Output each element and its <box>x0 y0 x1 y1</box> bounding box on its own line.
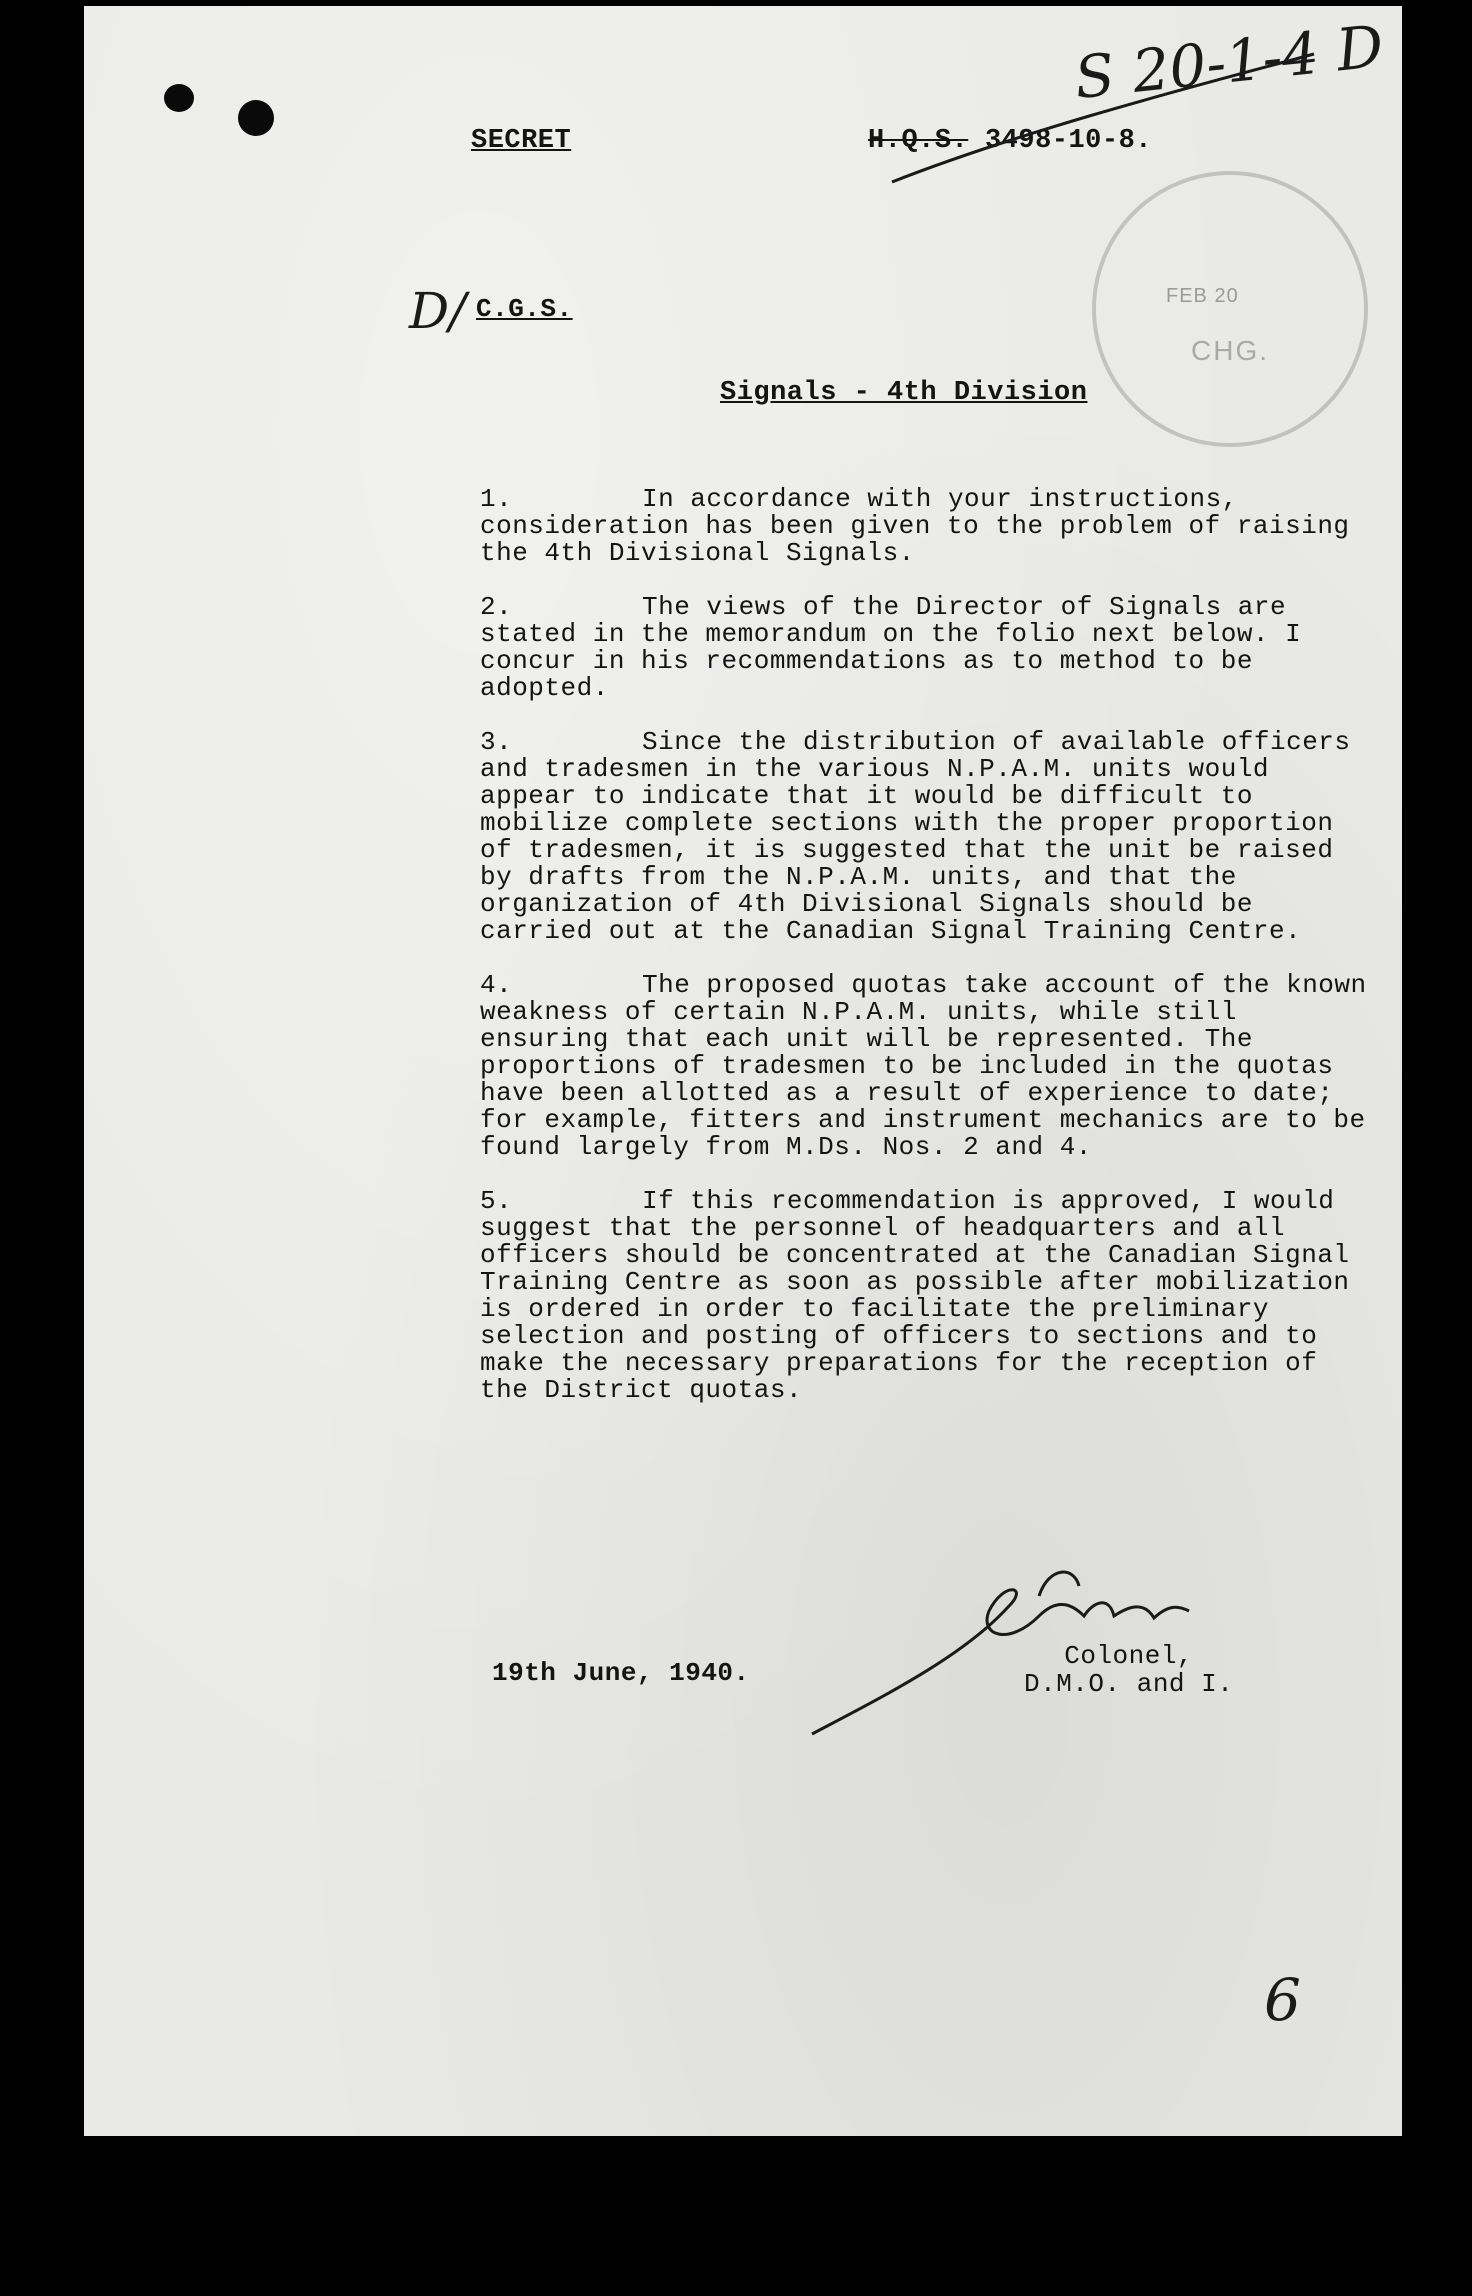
handwritten-addressee-prefix: D/ <box>409 282 466 340</box>
paragraph-number: 2. <box>480 592 513 622</box>
paragraph-text: The proposed quotas take account of the known weakness of certain N.P.A.M. units, while still ensuring that each unit will be represented. The proportions of tradesmen to be included in the quotas have been allotted as a result of experience to date; for example, fitters and instrument mechanics are to be found largely from M.Ds. Nos. 2 and 4. <box>480 970 1367 1162</box>
handwritten-file-ref: S 20-1-4 D <box>1071 11 1387 113</box>
paragraph-text: The views of the Director of Signals are stated in the memorandum on the folio next below. I concur in his recommendations as to method to be adopted. <box>480 592 1302 703</box>
paragraph-number: 4. <box>480 970 513 1000</box>
paragraph-text: Since the distribution of available officers and tradesmen in the various N.P.A.M. units would appear to indicate that it would be difficult to mobilize complete sections with the proper proportion of tradesmen, it is suggested that the unit be raised by drafts from the N.P.A.M. units, and that the organization of 4th Divisional Signals should be carried out at the Canadian Signal Training Centre. <box>480 727 1351 946</box>
file-ref-number: 3498-10-8. <box>984 126 1152 156</box>
memo-date: 19th June, 1940. <box>492 1658 750 1688</box>
signatory-title: D.M.O. and I. <box>1024 1669 1234 1699</box>
file-ref-prefix: H.Q.S. <box>868 126 969 156</box>
paragraph-number: 5. <box>480 1186 513 1216</box>
paragraph-text: If this recommendation is approved, I would suggest that the personnel of headquarters and all officers should be concentrated at the Canadian Signal Training Centre as soon as possible after mobilization is ordered in order to facilitate the preliminary selection and posting of officers to sections and to make the necessary preparations for the reception of the District quotas. <box>480 1186 1350 1405</box>
signature-block <box>1024 1642 1233 1698</box>
paragraph-text: In accordance with your instructions, consideration has been given to the problem of raising the 4th Divisional Signals. <box>480 484 1350 568</box>
stamp-office: CHG. <box>1191 335 1269 366</box>
classification-label: SECRET <box>471 126 572 156</box>
subject-heading: Signals - 4th Division <box>720 378 1088 408</box>
document-page <box>84 6 1402 2136</box>
paragraph-number: 3. <box>480 727 513 757</box>
strike-line <box>892 54 1314 182</box>
addressee: C.G.S. <box>476 294 573 324</box>
stamp-date: FEB 20 <box>1166 285 1239 307</box>
signatory-rank: Colonel, <box>1064 1641 1194 1671</box>
signature-drawing <box>84 6 1402 2136</box>
signature-flourish <box>1039 1572 1079 1596</box>
handwritten-page-number: 6 <box>1264 1966 1301 2034</box>
paragraph-number: 1. <box>480 484 513 514</box>
